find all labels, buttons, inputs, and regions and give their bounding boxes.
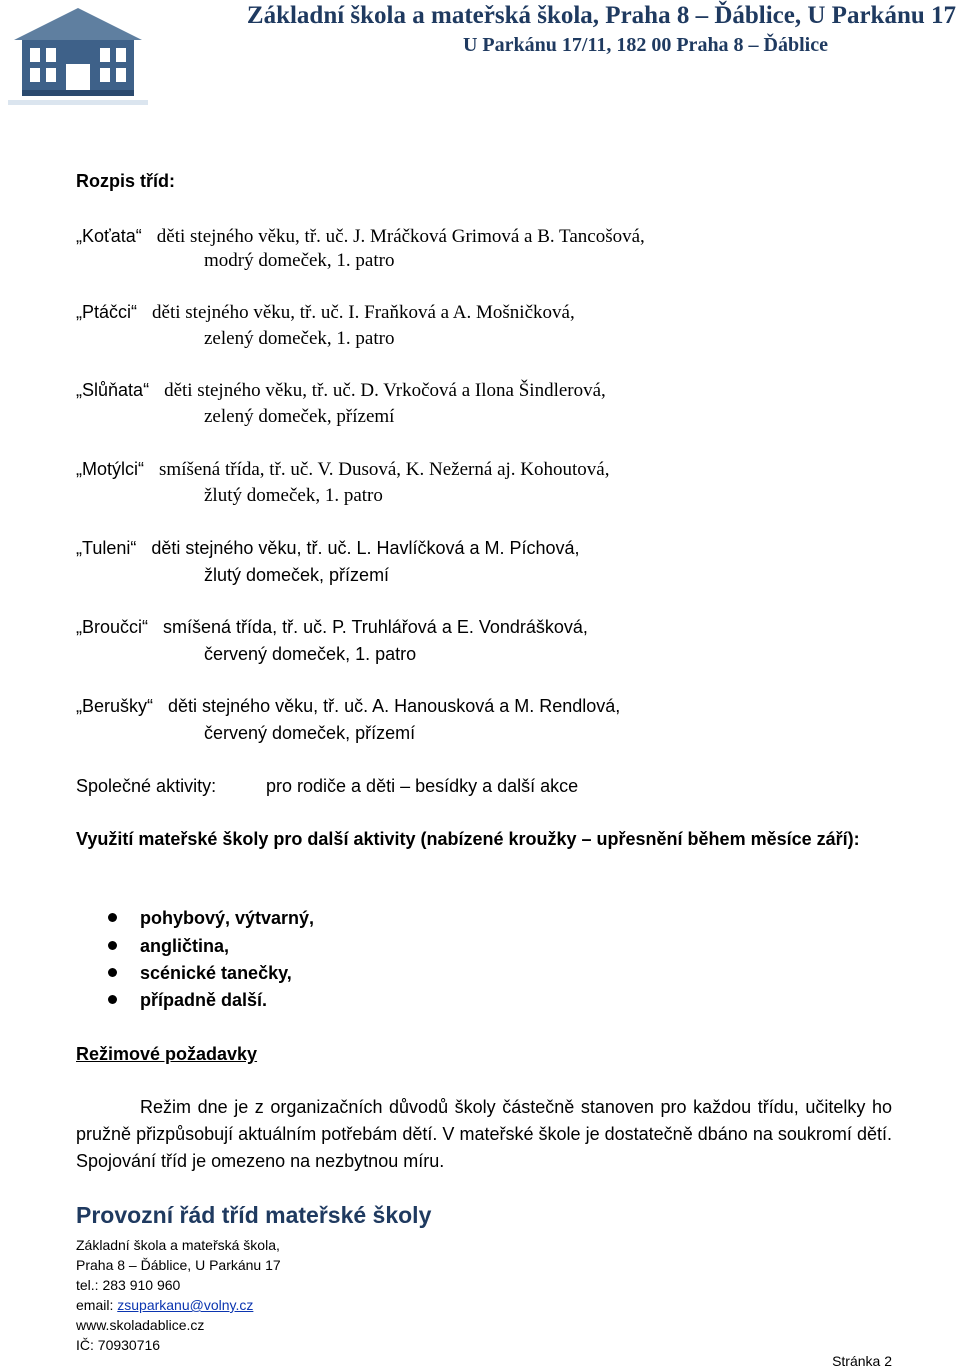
footer-email-row xyxy=(76,1295,253,1315)
class-row: „Broučci“ smíšená třída, tř. uč. P. Truhlářová a E. Vondrášková, xyxy=(76,617,588,637)
activity-item: scénické tanečky, xyxy=(140,963,292,983)
school-address: U Parkánu 17/11, 182 00 Praha 8 – Ďáblice xyxy=(462,34,828,56)
footer-line: Praha 8 – Ďáblice, U Parkánu 17 xyxy=(76,1257,281,1273)
regime-heading: Režimové požadavky xyxy=(76,1044,258,1064)
class-row: „Slůňata“ děti stejného věku, tř. uč. D. Vrkočová a Ilona Šindlerová, xyxy=(76,380,606,401)
class-details: děti stejného věku, tř. uč. J. Mráčková Grimová a B. Tancošová, xyxy=(156,226,645,247)
class-name: Berušky xyxy=(82,696,148,716)
class-details: smíšená třída, tř. uč. V. Dusová, K. Nežerná aj. Kohoutová, xyxy=(159,459,610,480)
footer-title: Provozní řád tříd mateřské školy xyxy=(76,1202,432,1228)
footer-line: Základní škola a mateřská škola, xyxy=(76,1237,280,1253)
activity-item: angličtina, xyxy=(140,936,230,956)
footer-email-link[interactable]: zsuparkanu@volny.cz xyxy=(117,1297,254,1313)
class-row: „Motýlci“ smíšená třída, tř. uč. V. Dusová, K. Nežerná aj. Kohoutová, xyxy=(76,459,610,480)
class-location: modrý domeček, 1. patro xyxy=(204,250,395,271)
bullet-icon xyxy=(108,941,117,950)
class-details: děti stejného věku, tř. uč. D. Vrkočová a Ilona Šindlerová, xyxy=(164,380,606,401)
footer-phone: tel.: 283 910 960 xyxy=(76,1277,181,1293)
class-location: žlutý domeček, 1. patro xyxy=(204,485,383,506)
class-details: děti stejného věku, tř. uč. A. Hanousková a M. Rendlová, xyxy=(168,696,621,716)
bullet-icon xyxy=(108,913,117,922)
activities-heading: Využití mateřské školy pro další aktivity (nabízené kroužky – upřesnění během měsíce září): xyxy=(76,829,860,849)
school-building-logo xyxy=(8,2,148,107)
class-location: zelený domeček, přízemí xyxy=(204,406,395,427)
class-location: červený domeček, 1. patro xyxy=(204,644,417,664)
class-name: Koťata xyxy=(82,226,136,246)
activity-item: případně další. xyxy=(140,990,268,1010)
classes-heading: Rozpis tříd: xyxy=(76,171,175,191)
class-name: Tuleni xyxy=(82,538,131,558)
class-details: smíšená třída, tř. uč. P. Truhlářová a E. Vondrášková, xyxy=(163,617,588,637)
class-details: děti stejného věku, tř. uč. I. Fraňková a A. Mošničková, xyxy=(152,302,575,323)
class-row: „Koťata“ děti stejného věku, tř. uč. J. Mráčková Grimová a B. Tancošová, xyxy=(76,226,645,247)
class-location: zelený domeček, 1. patro xyxy=(204,328,395,349)
activity-item: pohybový, výtvarný, xyxy=(140,908,315,928)
class-name: Slůňata xyxy=(82,380,144,400)
footer-email-label: email: xyxy=(76,1297,114,1313)
page-number: Stránka 2 xyxy=(832,1353,892,1369)
class-row: „Tuleni“ děti stejného věku, tř. uč. L. Havlíčková a M. Píchová, xyxy=(76,538,580,558)
common-activities-value: pro rodiče a děti – besídky a další akce xyxy=(266,776,579,796)
class-row: „Ptáčci“ děti stejného věku, tř. uč. I. Fraňková a A. Mošničková, xyxy=(76,302,575,323)
class-location: žlutý domeček, přízemí xyxy=(204,565,390,585)
class-name: Motýlci xyxy=(82,459,139,479)
bullet-icon xyxy=(108,995,117,1004)
footer-ic: IČ: 70930716 xyxy=(76,1337,161,1353)
class-row: „Berušky“ děti stejného věku, tř. uč. A. Hanousková a M. Rendlová, xyxy=(76,696,621,716)
school-name: Základní škola a mateřská škola, Praha 8 – Ďáblice, U Parkánu 17 xyxy=(246,2,956,29)
class-name: Broučci xyxy=(82,617,143,637)
common-activities-label: Společné aktivity: xyxy=(76,776,217,796)
footer-web: www.skoladablice.cz xyxy=(76,1317,205,1333)
class-details: děti stejného věku, tř. uč. L. Havlíčková a M. Píchová, xyxy=(151,538,580,558)
bullet-icon xyxy=(108,968,117,977)
regime-paragraph: Režim dne je z organizačních důvodů školy částečně stanoven pro každou třídu, učitelky ho pružně přizpůsobují aktuálním potřebám dětí. V mateřské škole je dostatečně dbáno na soukromí dětí. Spojování tříd je omezeno na nezbytnou míru. xyxy=(76,1097,892,1171)
class-location: červený domeček, přízemí xyxy=(204,723,416,743)
class-name: Ptáčci xyxy=(82,302,132,322)
